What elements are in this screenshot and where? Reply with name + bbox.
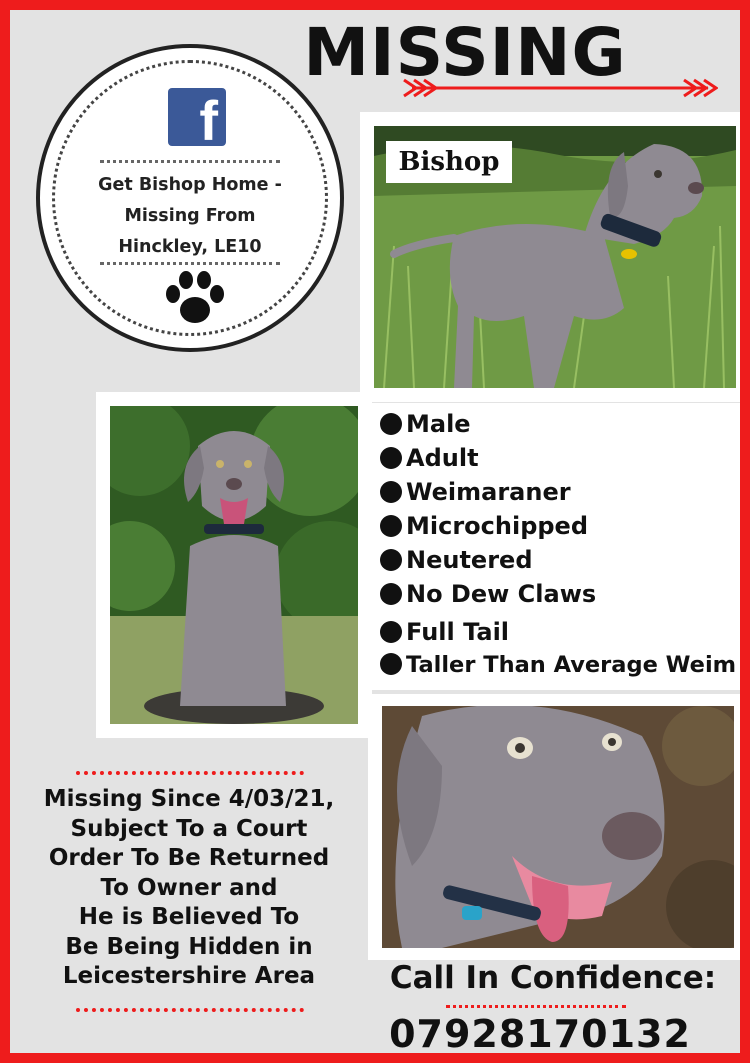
badge-line: Missing From [124,206,256,226]
bullet-icon [380,549,402,571]
bullet-icon [380,481,402,503]
notice-line: Missing Since 4/03/21, [43,786,335,812]
facebook-page-badge [36,44,344,352]
paw-icon [164,270,226,326]
fact-item: Weimaraner [380,478,571,506]
poster-title: MISSING [303,14,627,91]
fact-item: Full Tail [380,618,509,646]
notice-divider-top [76,771,304,775]
dog-closeup-photo [382,706,734,948]
contact-divider [446,1005,626,1008]
fact-item: Taller Than Average Weim [380,652,736,678]
dog-name-label: Bishop [386,141,512,183]
bullet-icon [380,621,402,643]
call-label: Call In Confidence: [389,960,717,996]
arrow-divider [402,76,718,100]
dog-sitting-photo [110,406,358,724]
dog-facts-list [372,403,750,690]
bullet-icon [380,413,402,435]
notice-line: Be Being Hidden in [65,933,313,960]
notice-line: Subject To a Court [70,815,308,842]
fact-item: Male [380,410,471,438]
notice-line: Leicestershire Area [62,963,316,989]
badge-line: Hinckley, LE10 [118,237,262,257]
phone-number: 07928170132 [389,1012,691,1056]
notice-line: To Owner and [100,874,278,901]
badge-text [70,170,310,263]
badge-divider-bottom [100,262,280,265]
photo-card-sitting [96,392,372,738]
fact-item: Neutered [380,546,533,574]
facebook-icon: f [168,88,226,146]
badge-line: Get Bishop Home - [98,175,282,195]
bullet-icon [380,447,402,469]
missing-notice [34,785,344,992]
notice-divider-bottom [76,1008,304,1012]
bullet-icon [380,653,402,675]
fact-item: Adult [380,444,479,472]
photo-card-closeup [368,694,750,960]
fact-item: No Dew Claws [380,580,596,608]
fact-item: Microchipped [380,512,588,540]
bullet-icon [380,515,402,537]
bullet-icon [380,583,402,605]
badge-divider-top [100,160,280,163]
notice-line: Order To Be Returned [48,845,330,871]
notice-line: He is Believed To [78,904,300,930]
